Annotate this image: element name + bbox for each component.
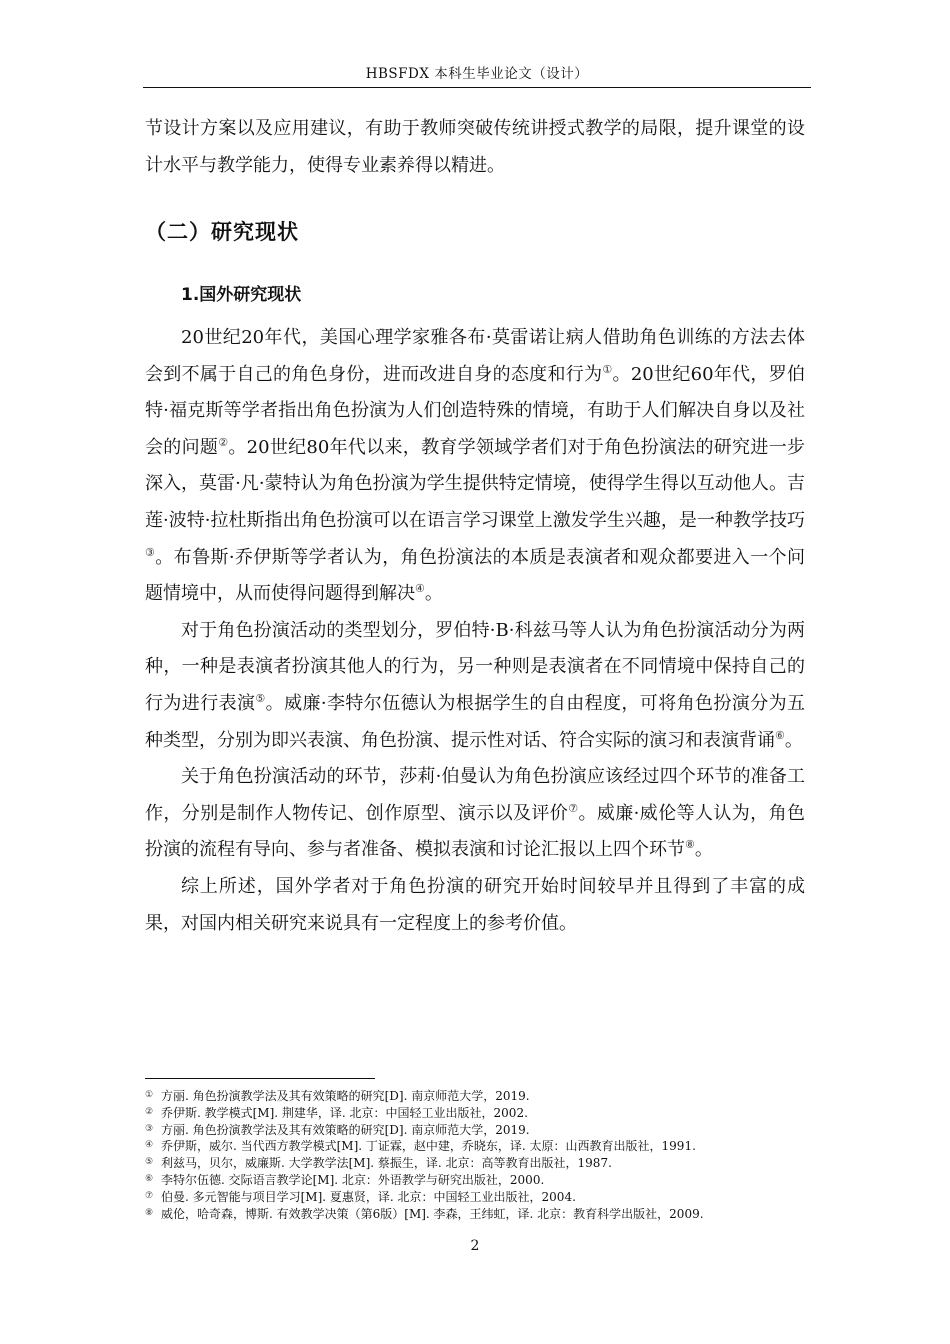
- paragraph-text: 。威廉·李特尔伍德认为根据学生的自由程度，可将角色扮演分为五种类型，分别为即兴表演、角色扮演、提示性对话、符合实际的演习和表演背诵: [145, 692, 805, 751]
- paragraph-text: 关于角色扮演活动的环节，莎莉·伯曼认为角色扮演应该经过四个环节的准备工作，分别是制作人物传记、创作原型、演示以及评价: [145, 766, 805, 824]
- footnote-mark: ④: [145, 1140, 154, 1151]
- paragraph-text: 。布鲁斯·乔伊斯等学者认为，角色扮演法的本质是表演者和观众都要进入一个问题情境中，从而使得问题得到解决: [145, 546, 805, 605]
- paragraph-text: 。: [694, 839, 713, 861]
- paragraph-text: 。: [784, 729, 803, 751]
- footnote-text: 李特尔伍德. 交际语言教学论[M]. 北京：外语教学与研究出版社，2000.: [161, 1172, 545, 1187]
- citation-mark: ⑤: [255, 691, 266, 705]
- body-paragraph: [145, 320, 805, 613]
- footnote-item: [145, 1172, 825, 1189]
- footnote-item: [145, 1206, 825, 1223]
- footnote-text: 利兹马，贝尔，威廉斯. 大学教学法[M]. 蔡振生，译. 北京：高等教育出版社，1987.: [161, 1156, 612, 1171]
- footnote-item: [145, 1088, 825, 1105]
- footnote-mark: ⑦: [145, 1190, 154, 1201]
- paragraph-text: 。20世纪60年代，罗伯特·福克斯等学者指出角色扮演为人们创造特殊的情境，有助于人们解决自身以及社会的问题: [145, 363, 805, 458]
- footnote-item: [145, 1155, 825, 1172]
- footnote-divider: [145, 1078, 375, 1079]
- paragraph-text: 。: [424, 583, 443, 605]
- footnote-text: 乔伊斯，威尔. 当代西方教学模式[M]. 丁证霖，赵中建，乔晓东，译. 太原：山西教育出版社，1991.: [161, 1139, 696, 1154]
- citation-mark: ④: [415, 582, 425, 596]
- section-heading: （二）研究现状: [145, 220, 299, 244]
- paragraph-text: 。威廉·威伦等人认为，角色扮演的流程有导向、参与者准备、模拟表演和讨论汇报以上四个环节: [145, 802, 805, 861]
- paragraph-text: 20世纪20年代，美国心理学家雅各布·莫雷诺让病人借助角色训练的方法去体会到不属于自己的角色身份，进而改进自身的态度和行为: [145, 327, 805, 385]
- citation-mark: ⑥: [775, 728, 785, 742]
- header-divider: [143, 87, 811, 88]
- body-paragraph: [145, 869, 805, 942]
- body-paragraph: [145, 759, 805, 869]
- paragraph-text: 。20世纪80年代以来，教育学领域学者们对于角色扮演法的研究进一步深入，莫雷·凡·蒙特认为角色扮演为学生提供特定情境，使得学生得以互动他人。吉莲·波特·拉杜斯指出角色扮演可以在语言学习课堂上激发学生兴趣，是一种教学技巧: [145, 436, 805, 531]
- citation-mark: ⑦: [568, 801, 579, 815]
- citation-mark: ⑧: [685, 838, 695, 852]
- footnote-mark: ②: [145, 1106, 154, 1117]
- paragraph-text: 对于角色扮演活动的类型划分，罗伯特·B·科兹马等人认为角色扮演活动分为两种，一种是表演者扮演其他人的行为，另一种则是表演者在不同情境中保持自己的行为进行表演: [145, 619, 805, 714]
- body-paragraph: [145, 613, 805, 759]
- page-header: HBSFDX 本科生毕业论文（设计）: [365, 66, 589, 82]
- subsection-heading: 1.国外研究现状: [181, 285, 302, 305]
- main-body: [145, 320, 805, 942]
- footnote-item: [145, 1138, 825, 1155]
- footnote-mark: ③: [145, 1123, 154, 1134]
- footnote-item: [145, 1122, 825, 1139]
- footnote-text: 方丽. 角色扮演教学法及其有效策略的研究[D]. 南京师范大学，2019.: [161, 1122, 530, 1137]
- citation-mark: ①: [602, 362, 613, 376]
- footnote-mark: ⑧: [145, 1207, 154, 1218]
- footnote-mark: ①: [145, 1090, 154, 1100]
- footnote-text: 乔伊斯. 教学模式[M]. 荆建华，译. 北京：中国轻工业出版社，2002.: [161, 1105, 528, 1120]
- footnote-text: 方丽. 角色扮演教学法及其有效策略的研究[D]. 南京师范大学，2019.: [161, 1089, 530, 1103]
- footnote-item: [145, 1189, 825, 1206]
- footnote-text: 伯曼. 多元智能与项目学习[M]. 夏惠贤，译. 北京：中国轻工业出版社，2004.: [161, 1189, 576, 1204]
- intro-paragraph: 节设计方案以及应用建议，有助于教师突破传统讲授式教学的局限，提升课堂的设计水平与教学能力，使得专业素养得以精进。: [145, 118, 805, 176]
- footnote-item: [145, 1105, 825, 1122]
- citation-mark: ②: [218, 435, 229, 449]
- page-number: 2: [470, 1238, 480, 1254]
- paragraph-text: 综上所述，国外学者对于角色扮演的研究开始时间较早并且得到了丰富的成果，对国内相关研究来说具有一定程度上的参考价值。: [145, 875, 805, 934]
- footnote-text: 威伦，哈奇森，博斯. 有效教学决策（第6版）[M]. 李森，王纬虹，译. 北京：教育科学出版社，2009.: [161, 1206, 704, 1221]
- citation-mark: ③: [145, 545, 156, 559]
- footnotes: [145, 1088, 825, 1222]
- footnote-mark: ⑤: [145, 1157, 154, 1168]
- footnote-mark: ⑥: [145, 1173, 154, 1184]
- intro-paragraph-block: [145, 111, 805, 184]
